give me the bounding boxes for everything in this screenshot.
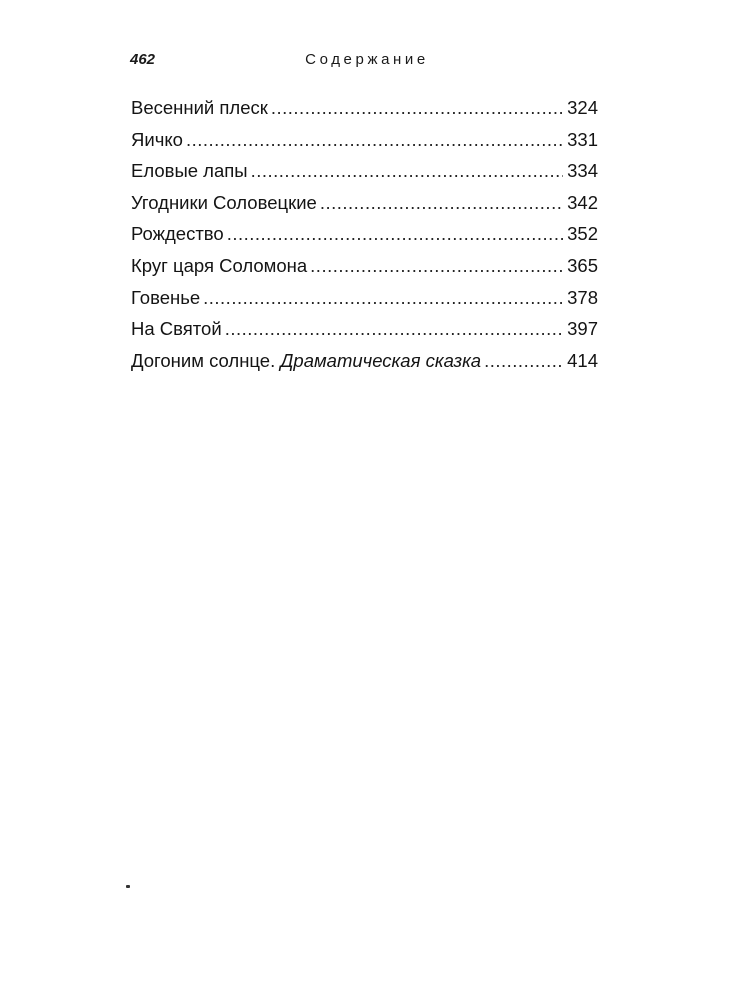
toc-entry-title: Рождество (131, 223, 224, 245)
toc-dot-leader (251, 155, 564, 187)
toc-entry-title: Весенний плеск (131, 97, 268, 118)
toc-entry-page: 352 (567, 223, 598, 245)
toc-entry-title: На Святой (131, 318, 222, 340)
toc-dot-leader (320, 187, 563, 219)
toc-entry-title: Догоним солнце. Драматическая сказка (131, 349, 482, 371)
table-of-contents (131, 92, 598, 376)
toc-dot-leader (227, 218, 563, 250)
toc-dot-leader (484, 345, 563, 377)
toc-dot-leader (203, 282, 563, 314)
toc-dot-leader (225, 313, 563, 345)
toc-entry (131, 124, 598, 156)
toc-entry (131, 282, 598, 314)
toc-dot-leader (271, 92, 563, 124)
toc-entry (131, 313, 598, 345)
toc-dot-leader (186, 124, 563, 156)
toc-entry-subtitle: Драматическая сказка (280, 349, 482, 371)
toc-entry-page: 397 (567, 318, 598, 340)
toc-entry-page: 365 (567, 254, 598, 276)
page-header (130, 50, 598, 74)
toc-entry (131, 218, 598, 250)
toc-entry-title: Говенье (131, 286, 201, 308)
toc-entry (131, 92, 598, 124)
toc-entry (131, 187, 598, 219)
toc-entry-page: 378 (567, 286, 598, 308)
running-head: Содержание (305, 51, 429, 68)
toc-entry-title: Круг царя Соломона (131, 254, 308, 276)
toc-entry-title: Еловые лапы (131, 160, 248, 182)
toc-dot-leader (310, 250, 563, 282)
toc-entry-page: 342 (567, 191, 598, 213)
toc-entry (131, 250, 598, 282)
toc-entry-title: Угодники Соловецкие (131, 191, 317, 213)
toc-entry-title: Яичко (131, 128, 183, 150)
toc-entry-page: 324 (567, 97, 598, 118)
toc-entry (131, 345, 598, 377)
toc-entry-page: 334 (567, 160, 598, 182)
page-number: 462 (130, 51, 156, 68)
toc-entry-page: 414 (567, 349, 598, 371)
print-speck (126, 885, 130, 888)
toc-entry-page: 331 (567, 128, 598, 150)
toc-entry (131, 155, 598, 187)
